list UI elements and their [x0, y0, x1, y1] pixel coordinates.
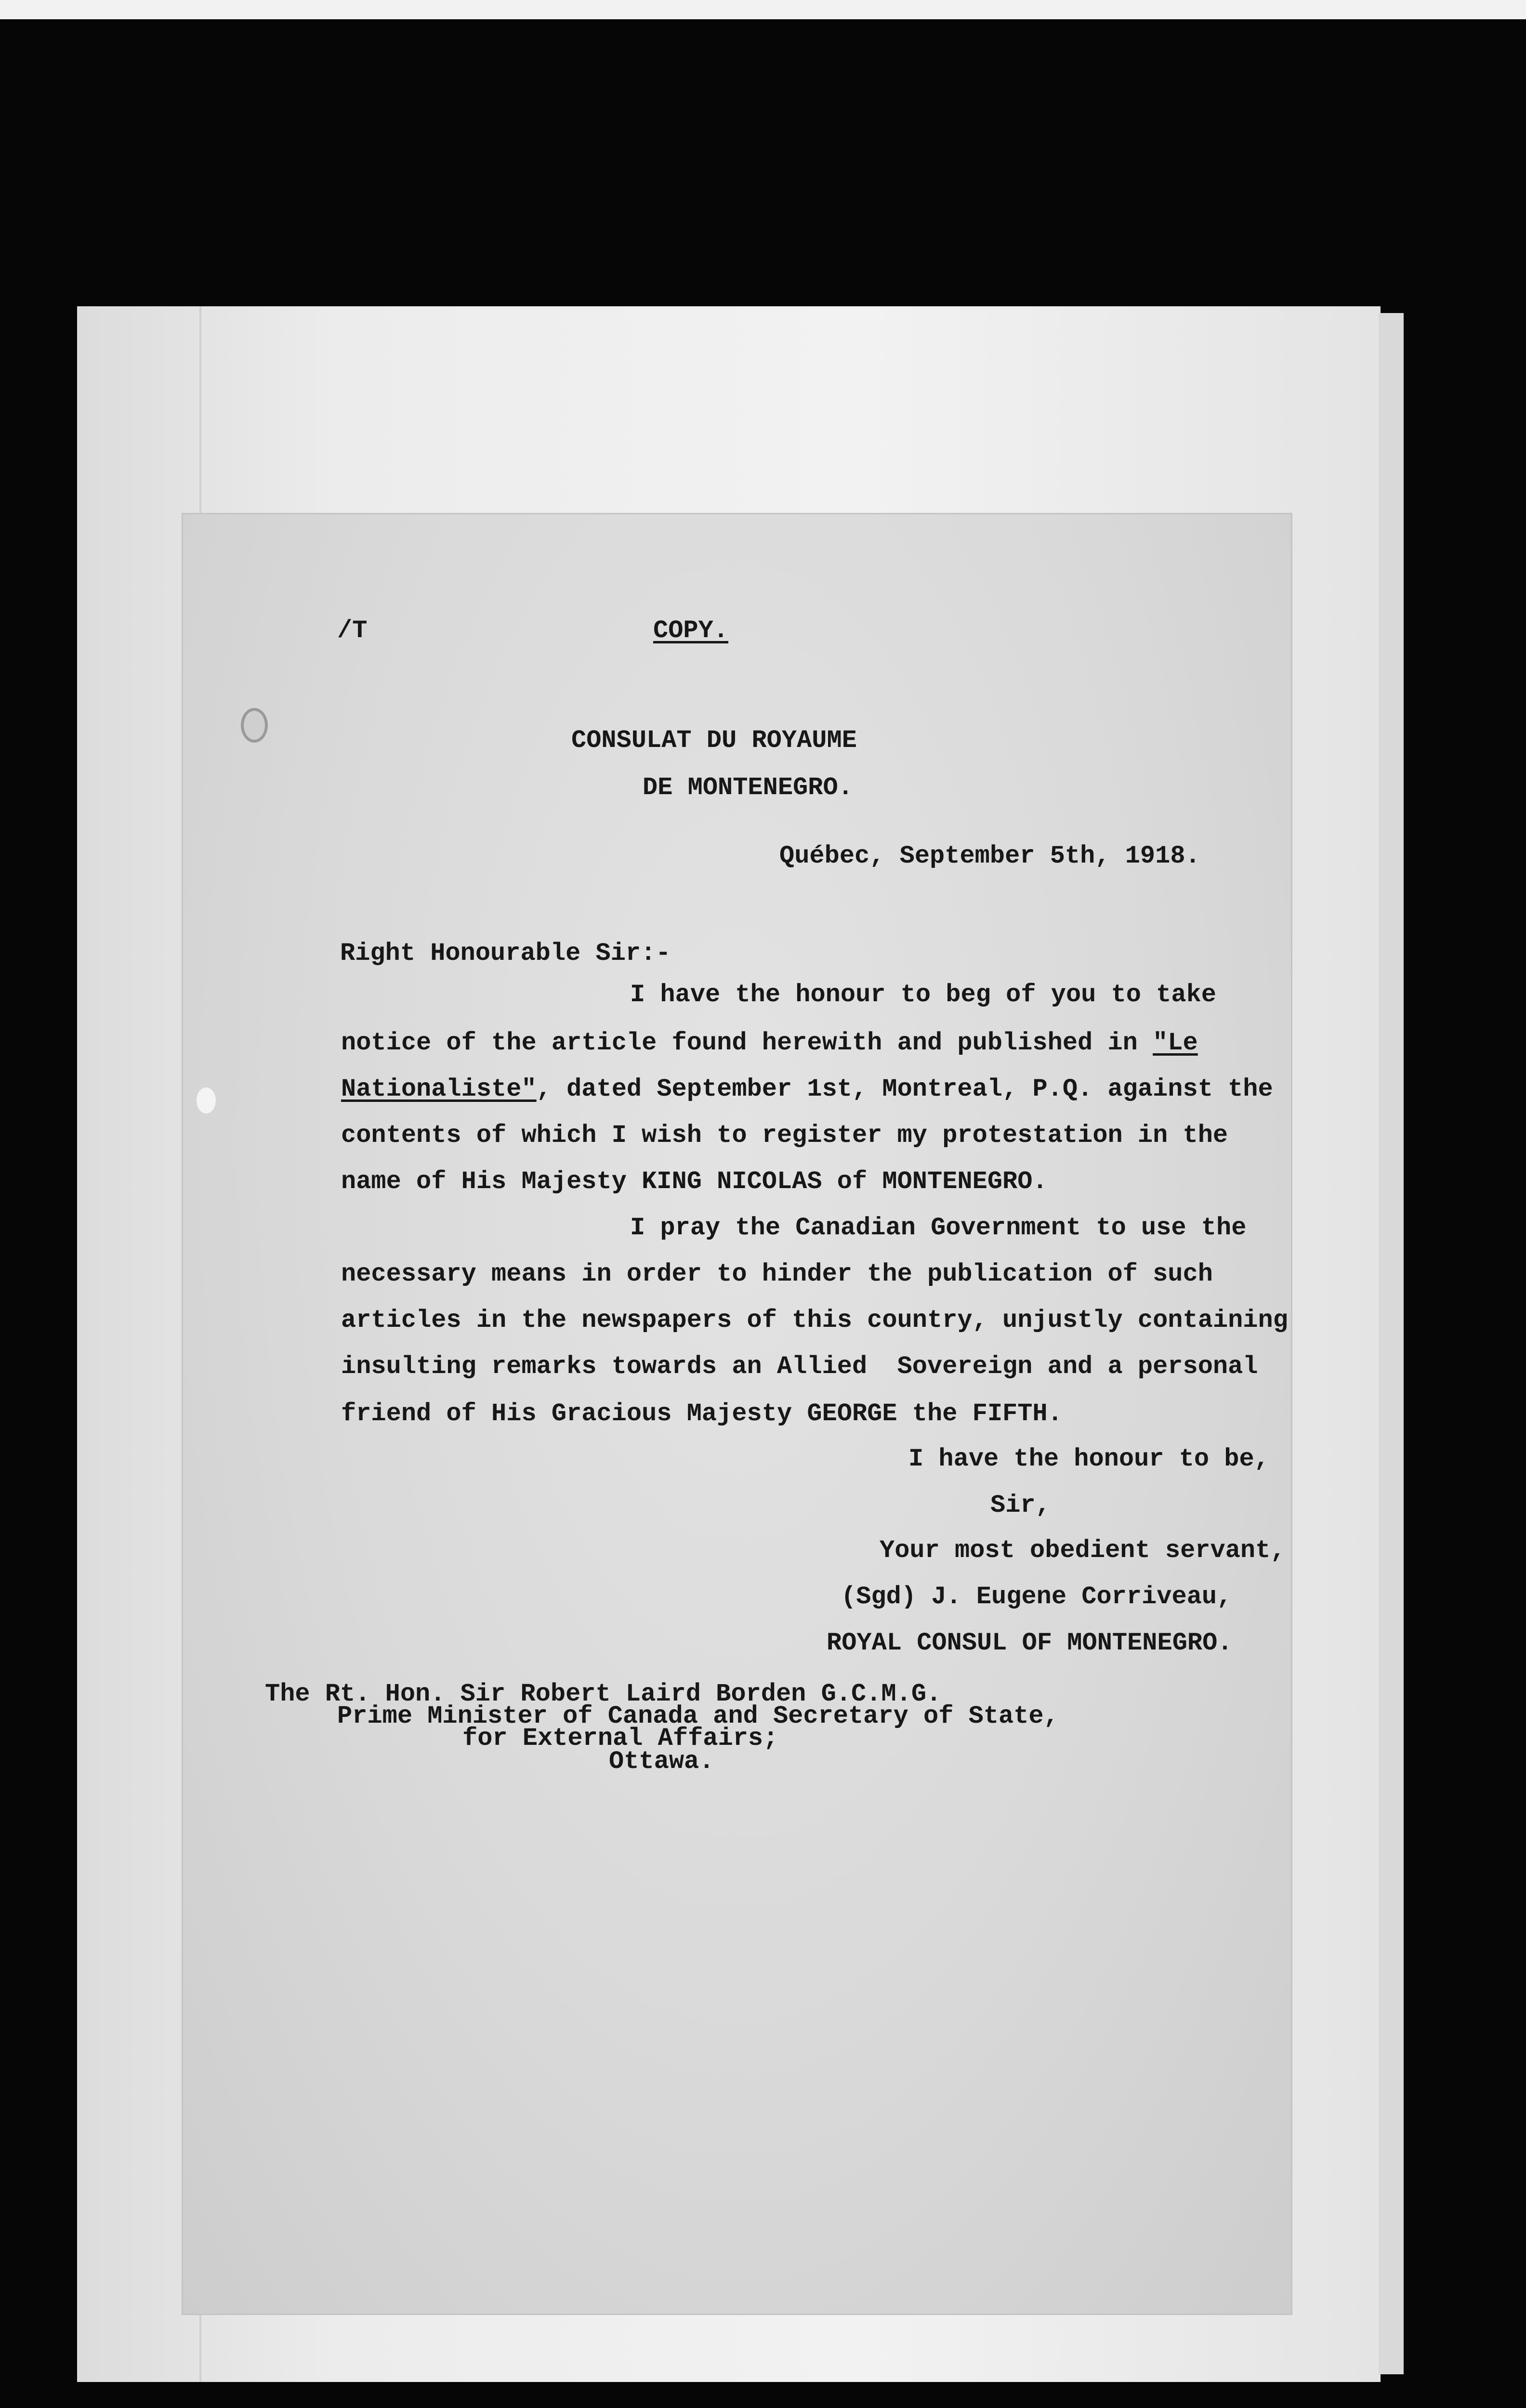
- punch-hole-icon: [241, 708, 268, 743]
- salutation: Right Honourable Sir:-: [340, 939, 671, 968]
- body-line: insulting remarks towards an Allied Sovereign and a personal: [341, 1352, 1258, 1381]
- closing-line: I have the honour to be,: [908, 1445, 1269, 1473]
- address-line: The Rt. Hon. Sir Robert Laird Borden G.C.M.G.: [265, 1680, 942, 1708]
- address-line: Ottawa.: [609, 1747, 714, 1776]
- body-line: name of His Majesty KING NICOLAS of MONTENEGRO.: [341, 1167, 1048, 1196]
- address-line: for External Affairs;: [462, 1724, 778, 1753]
- punch-hole-icon: [197, 1087, 216, 1113]
- body-line: I pray the Canadian Government to use the: [630, 1214, 1247, 1242]
- body-line: contents of which I wish to register my protestation in the: [341, 1121, 1228, 1150]
- body-line: Nationaliste", dated September 1st, Montreal, P.Q. against the: [341, 1075, 1273, 1103]
- body-line: notice of the article found herewith and published in "Le: [341, 1029, 1198, 1057]
- paper-right-edge: [1379, 313, 1404, 2374]
- closing-line: Your most obedient servant,: [880, 1536, 1286, 1565]
- body-line: friend of His Gracious Majesty GEORGE the FIFTH.: [341, 1400, 1063, 1428]
- copy-label: COPY.: [653, 616, 729, 645]
- heading-line-1: CONSULAT DU ROYAUME: [571, 726, 857, 755]
- signature-title: ROYAL CONSUL OF MONTENEGRO.: [827, 1629, 1233, 1657]
- signature-line: (Sgd) J. Eugene Corriveau,: [841, 1583, 1232, 1611]
- heading-line-2: DE MONTENEGRO.: [643, 773, 853, 802]
- address-line: Prime Minister of Canada and Secretary of State,: [337, 1702, 1059, 1730]
- closing-line: Sir,: [990, 1491, 1051, 1519]
- film-top-strip: [0, 0, 1526, 19]
- date-line: Québec, September 5th, 1918.: [779, 842, 1200, 870]
- reference-mark: /T: [337, 616, 368, 645]
- body-line: necessary means in order to hinder the publication of such: [341, 1260, 1213, 1288]
- body-line: articles in the newspapers of this country, unjustly containing: [341, 1306, 1288, 1335]
- body-line: I have the honour to beg of you to take: [630, 981, 1216, 1009]
- quoted-title-open: "Le: [1153, 1029, 1198, 1057]
- quoted-title: Nationaliste": [341, 1075, 537, 1103]
